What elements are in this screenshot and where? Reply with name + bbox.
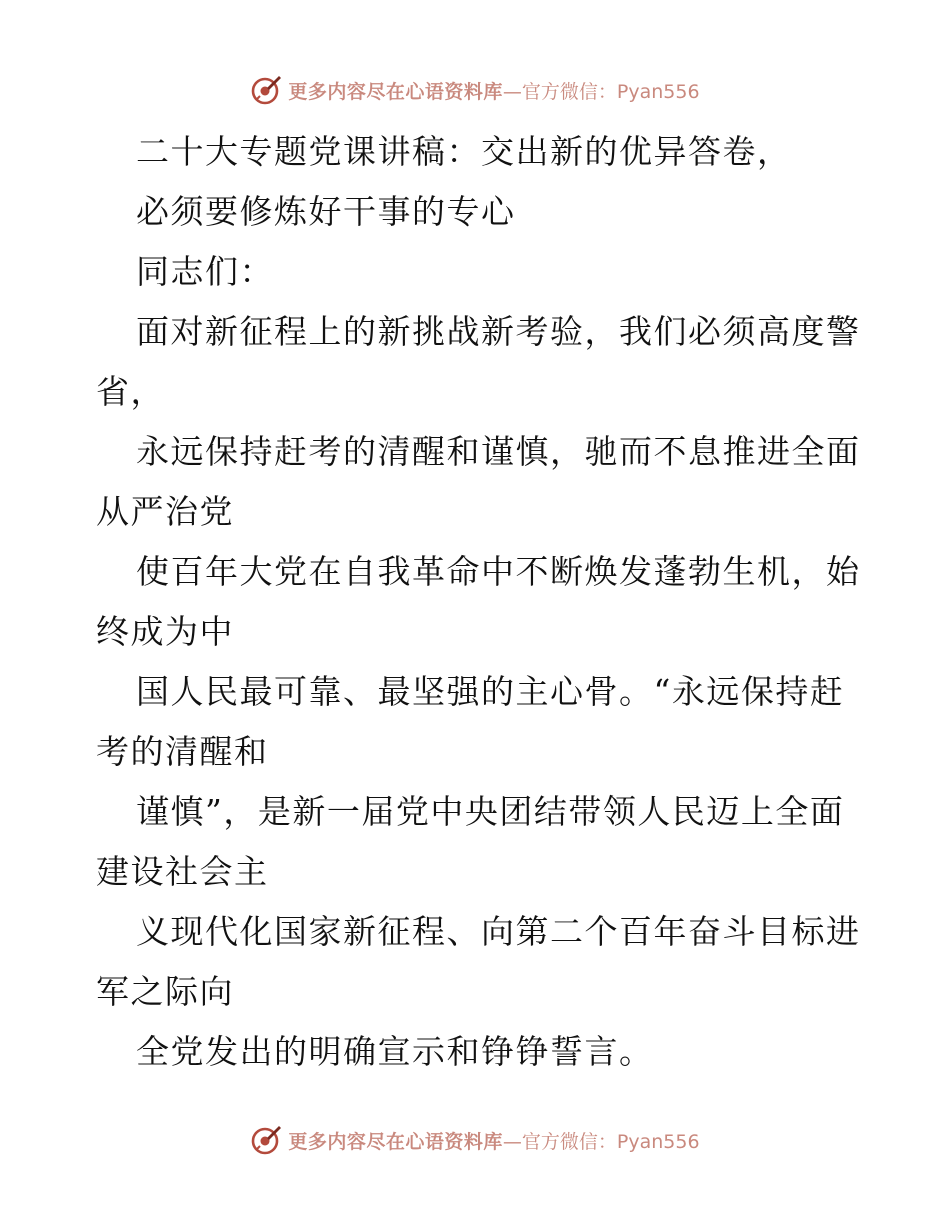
paragraph-line: 考的清醒和 bbox=[96, 732, 269, 771]
header-banner bbox=[0, 72, 950, 108]
title-line-1: 二十大专题党课讲稿：交出新的优异答卷， bbox=[136, 132, 792, 171]
pen-seal-icon bbox=[250, 74, 282, 106]
paragraph-line: 国人民最可靠、最坚强的主心骨。“永远保持赶 bbox=[136, 672, 845, 711]
paragraph-line: 面对新征程上的新挑战新考验，我们必须高度警 bbox=[136, 312, 861, 351]
pen-seal-icon bbox=[250, 1124, 282, 1156]
paragraph-line: 从严治党 bbox=[96, 492, 234, 531]
footer-banner bbox=[0, 1122, 950, 1158]
paragraph-line: 谨慎”，是新一届党中央团结带领人民迈上全面 bbox=[136, 792, 845, 831]
paragraph-line: 省， bbox=[96, 372, 165, 411]
paragraph-line: 建设社会主 bbox=[96, 852, 269, 891]
title-line-2: 必须要修炼好干事的专心 bbox=[136, 192, 516, 231]
banner-main-text: 更多内容尽在心语资料库 bbox=[288, 80, 503, 103]
salutation: 同志们： bbox=[136, 252, 274, 291]
paragraph-line: 终成为中 bbox=[96, 612, 234, 651]
paragraph-line: 义现代化国家新征程、向第二个百年奋斗目标进 bbox=[136, 912, 861, 951]
document-body bbox=[96, 122, 861, 1082]
banner-wechat-text: —官方微信：Pyan556 bbox=[502, 1130, 700, 1153]
paragraph-line: 使百年大党在自我革命中不断焕发蓬勃生机，始 bbox=[136, 552, 861, 591]
paragraph-line: 永远保持赶考的清醒和谨慎，驰而不息推进全面 bbox=[136, 432, 861, 471]
banner-main-text: 更多内容尽在心语资料库 bbox=[288, 1130, 503, 1153]
paragraph-line: 军之际向 bbox=[96, 972, 234, 1011]
banner-wechat-text: —官方微信：Pyan556 bbox=[502, 80, 700, 103]
paragraph-line: 全党发出的明确宣示和铮铮誓言。 bbox=[136, 1032, 654, 1071]
